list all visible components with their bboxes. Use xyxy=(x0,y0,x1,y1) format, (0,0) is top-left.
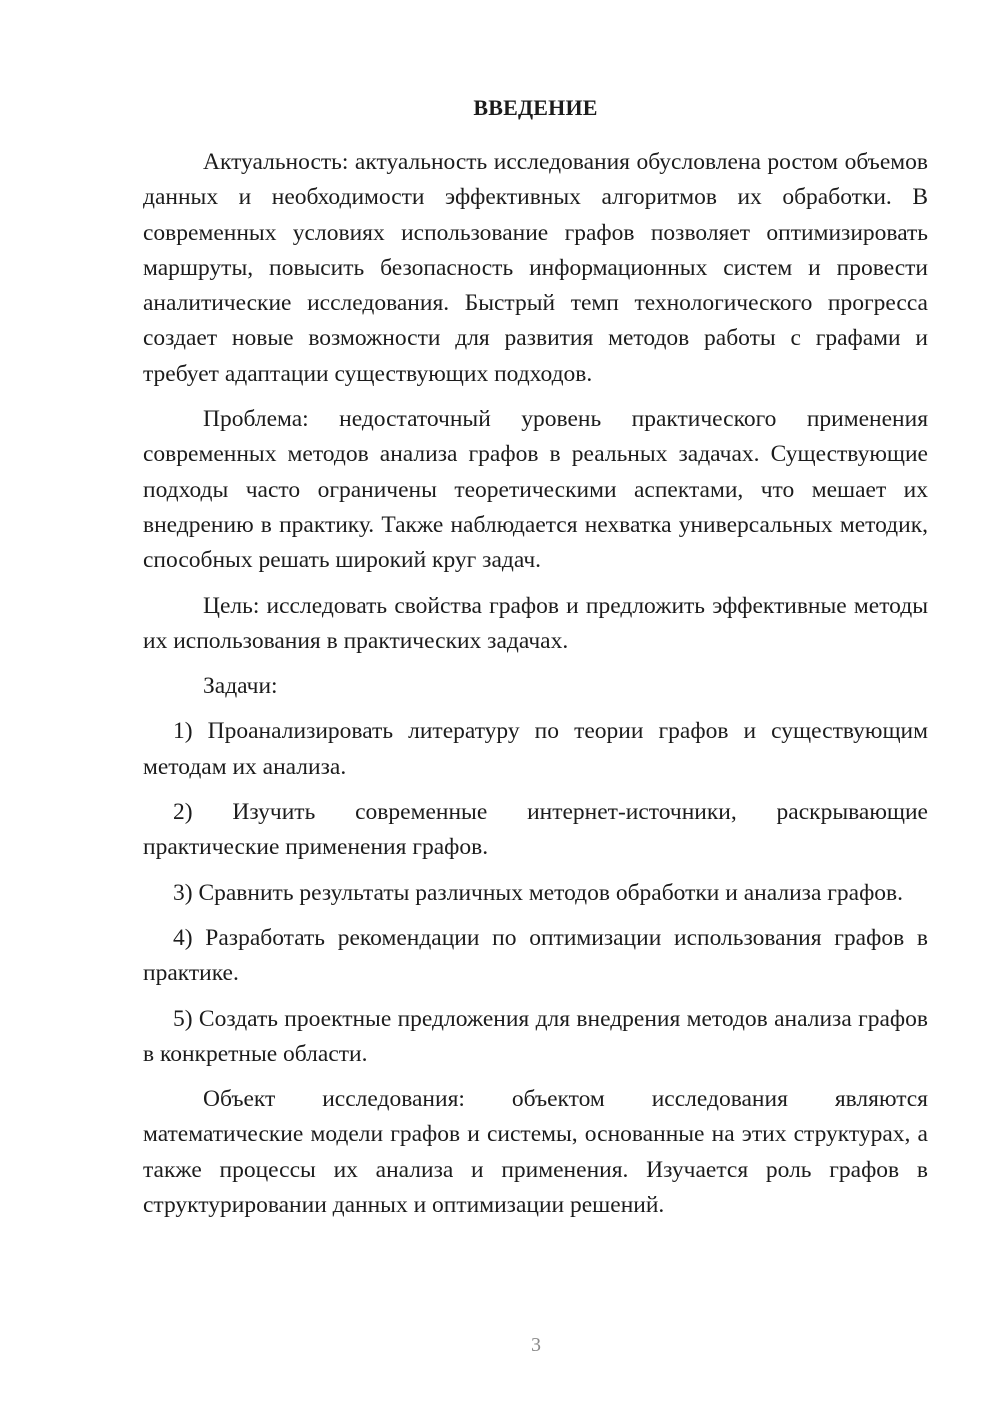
page-number: 3 xyxy=(531,1334,541,1356)
task-item-2: 2) Изучить современные интернет-источники, раскрывающие практические применения графов. xyxy=(143,799,928,861)
task-item-3: 3) Сравнить результаты различных методов обработки и анализа графов. xyxy=(173,879,904,906)
goal-paragraph: Цель: исследовать свойства графов и предложить эффективные методы их использования в практических задачах. xyxy=(143,592,928,654)
page-number-container xyxy=(0,1333,1000,1357)
tasks-heading: Задачи: xyxy=(203,673,278,700)
problem-paragraph: Проблема: недостаточный уровень практического применения современных методов анализа графов в реальных задачах. Существующие подходы часто ограничены теоретическими аспектами, что мешает их внедрению в практику. Также наблюдается нехватка универсальных методик, способных решать широкий круг задач. xyxy=(143,406,928,574)
object-paragraph: Объект исследования: объектом исследования являются математические модели графов и системы, основанные на этих структурах, а также процессы их анализа и применения. Изучается роль графов в структурировании данных и оптимизации решений. xyxy=(143,1086,928,1219)
section-heading: ВВЕДЕНИЕ xyxy=(473,95,598,120)
relevance-paragraph: Актуальность: актуальность исследования обусловлена ростом объемов данных и необходимости эффективных алгоритмов их обработки. В современных условиях использование графов позволяет оптимизировать маршруты, повысить безопасность информационных систем и провести аналитические исследования. Быстрый темп технологического прогресса создает новые возможности для развития методов работы с графами и требует адаптации существующих подходов. xyxy=(143,149,928,387)
task-item-1: 1) Проанализировать литературу по теории графов и существующим методам их анализа. xyxy=(143,718,928,780)
page-body xyxy=(143,90,928,1233)
task-item-5: 5) Создать проектные предложения для внедрения методов анализа графов в конкретные области. xyxy=(143,1005,928,1067)
task-item-4: 4) Разработать рекомендации по оптимизации использования графов в практике. xyxy=(143,924,928,987)
